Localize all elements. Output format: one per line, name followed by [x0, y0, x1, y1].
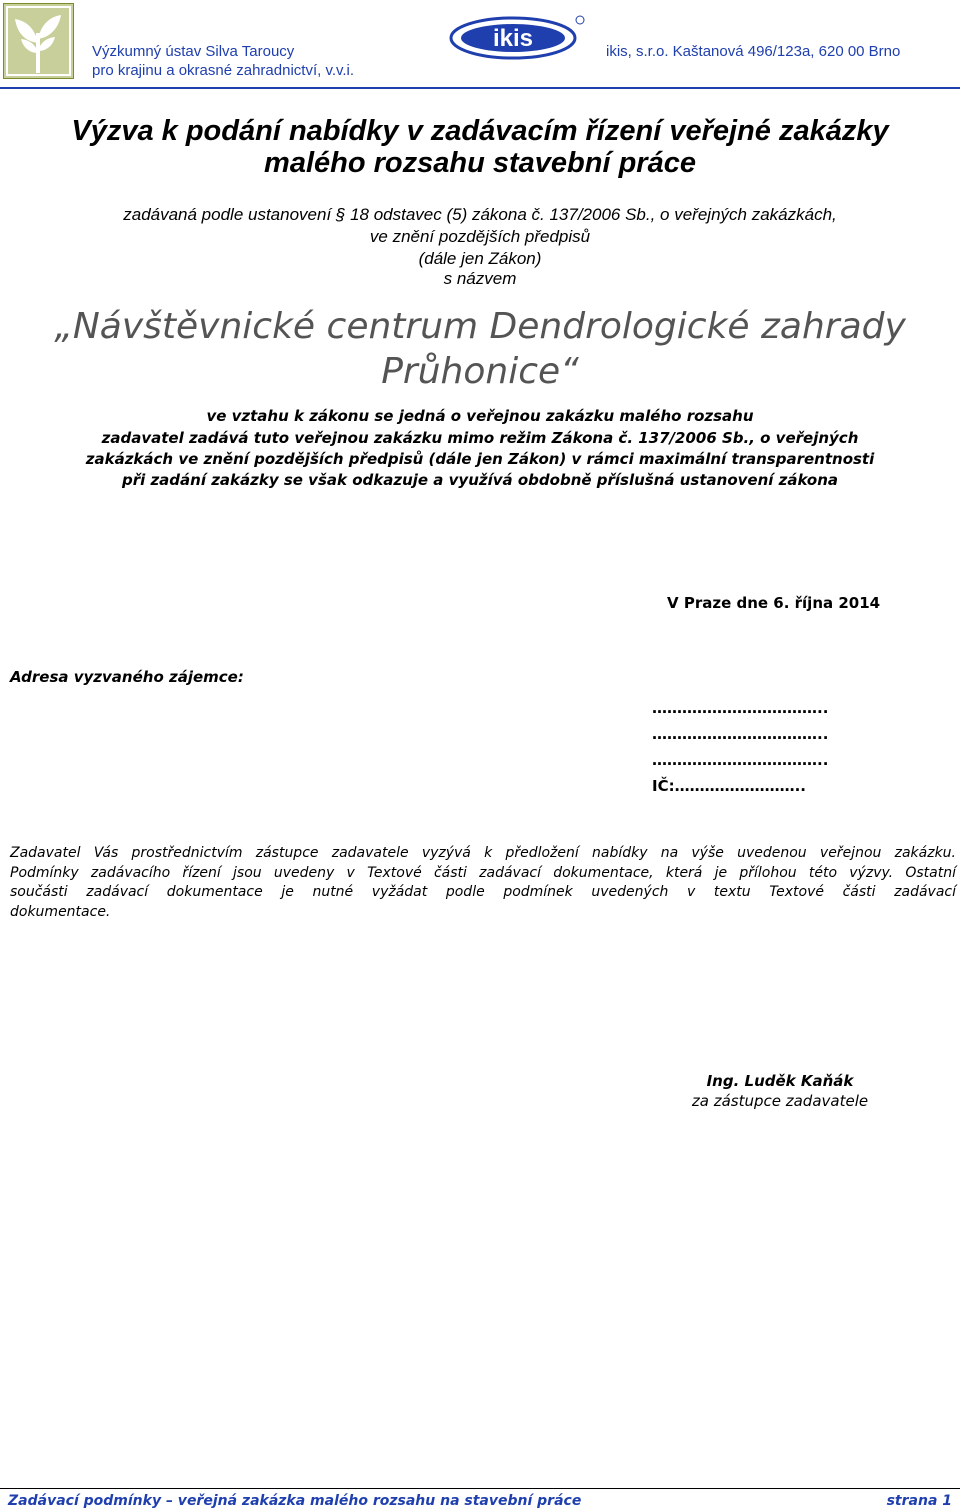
institute-name: Výzkumný ústav Silva Taroucy: [92, 43, 295, 60]
paragraph-line-1: Zadavatel Vás prostřednictvím zástupce zadavatele vyzývá k předložení nabídky na výše uvedenou veřejnou zakázku.: [10, 845, 956, 861]
paragraph-line-2: Podmínky zadávacího řízení jsou uvedeny v Textové části zadávací dokumentace, která je přílohou této výzvy. Ostatní: [10, 864, 956, 881]
signature-block: [600, 1071, 960, 1111]
document-title-line1: Výzva k podání nabídky v zadávacím řízení veřejné zakázky: [71, 115, 889, 147]
ikis-logo-text: ikis: [492, 25, 534, 52]
address-line-1: ……………………………..: [652, 699, 829, 717]
subtitle-line3: (dále jen Zákon): [418, 249, 542, 268]
address-line-2: ……………………………..: [652, 725, 829, 743]
document-title-line2: malého rozsahu stavební práce: [264, 147, 696, 179]
signatory-name: Ing. Luděk Kaňák: [706, 1072, 854, 1090]
date-line: V Praze dne 6. října 2014: [667, 594, 881, 612]
regime-line3: zakázkách ve znění pozdějších předpisů (dále jen Zákon) v rámci maximální transparentnosti: [85, 450, 875, 468]
regime-line2: zadavatel zadává tuto veřejnou zakázku mimo režim Zákona č. 137/2006 Sb., o veřejných: [101, 429, 859, 447]
invitation-paragraph: [10, 844, 956, 922]
footer-divider: [0, 1488, 960, 1489]
project-name-line2: Průhonice“: [381, 351, 579, 392]
regime-line1: ve vztahu k zákonu se jedná o veřejnou zakázku malého rozsahu: [206, 407, 754, 425]
project-name-line1: „Návštěvnické centrum Dendrologické zahrady: [54, 306, 906, 347]
company-address: ikis, s.r.o. Kaštanová 496/123a, 620 00 Brno: [606, 43, 901, 60]
paragraph-line-3: součásti zadávací dokumentace je nutné vyžádat podle podmínek uvedených v textu Textové části zadávací: [10, 884, 956, 900]
subtitle-line1: zadávaná podle ustanovení § 18 odstavec (5) zákona č. 137/2006 Sb., o veřejných zakázkách,: [123, 205, 837, 224]
address-label: Adresa vyzvaného zájemce:: [10, 668, 244, 686]
institute-subname: pro krajinu a okrasné zahradnictví, v.v.i.: [92, 62, 355, 79]
subtitle-line2: ve znění pozdějších předpisů: [369, 227, 591, 246]
page-number: strana 1: [886, 1493, 952, 1509]
header-divider: [0, 87, 960, 89]
subtitle-line4: s názvem: [443, 269, 517, 288]
institute-logo: [3, 3, 74, 79]
footer-title: Zadávací podmínky – veřejná zakázka malého rozsahu na stavební práce: [8, 1493, 582, 1509]
address-line-3: ……………………………..: [652, 751, 829, 769]
address-ic-line: IČ:……………………..: [652, 777, 806, 795]
regime-line4: při zadání zakázky se však odkazuje a využívá obdobně příslušná ustanovení zákona: [121, 471, 839, 489]
ikis-logo: [448, 14, 588, 64]
paragraph-line-4: dokumentace.: [10, 903, 111, 920]
signatory-role: za zástupce zadavatele: [691, 1092, 869, 1110]
